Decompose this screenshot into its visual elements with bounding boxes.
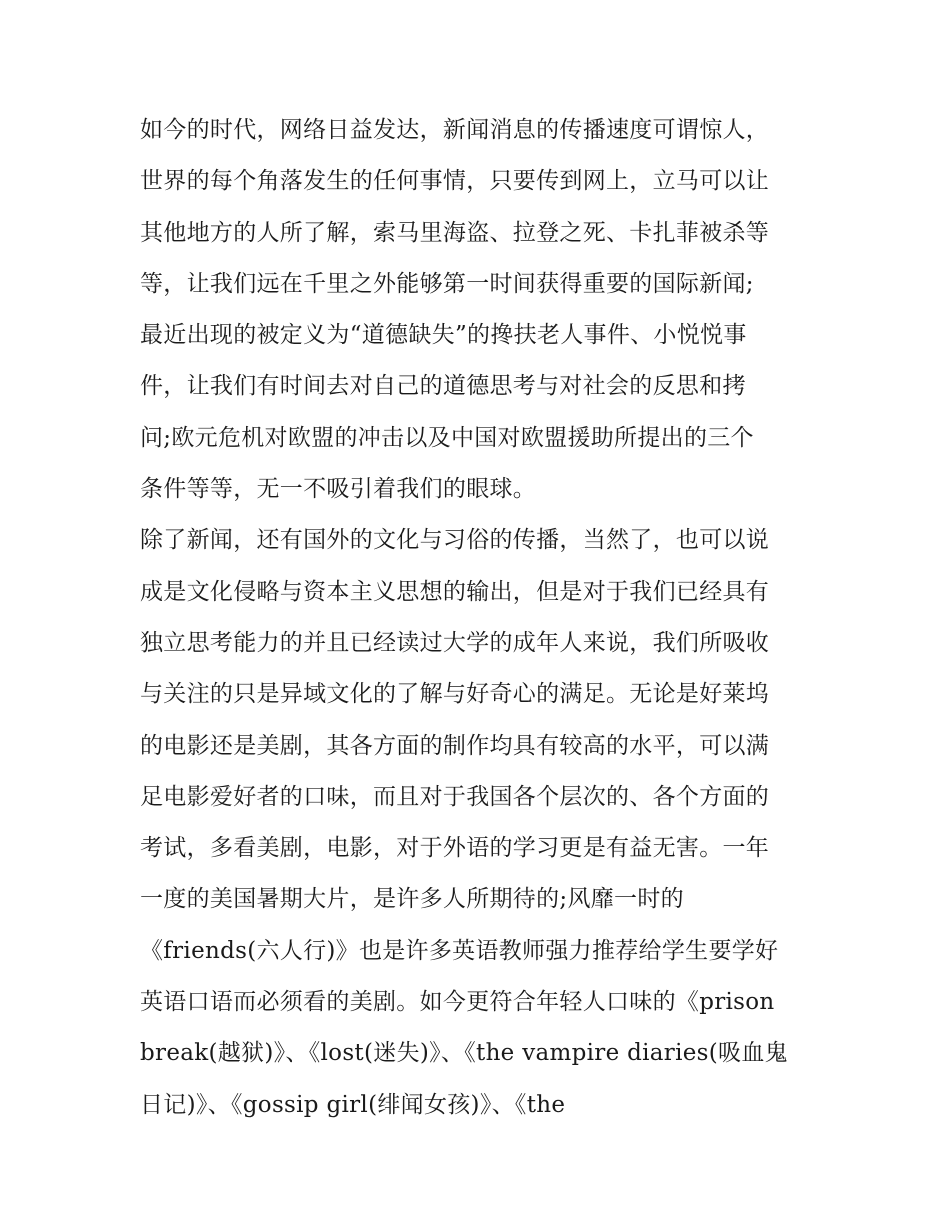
text-line: 除了新闻，还有国外的文化与习俗的传播，当然了，也可以说 (140, 527, 770, 554)
text-line: 英语口语而必须看的美剧。如今更符合年轻人口味的《prison (140, 989, 775, 1016)
text-line: 等，让我们远在千里之外能够第一时间获得重要的国际新闻; (140, 270, 754, 297)
text-line: 一度的美国暑期大片，是许多人所期待的;风靡一时的 (140, 886, 684, 913)
text-line: 件，让我们有时间去对自己的道德思考与对社会的反思和拷 (140, 373, 746, 400)
text-line: 与关注的只是异域文化的了解与好奇心的满足。无论是好莱坞 (140, 681, 770, 708)
text-line: 独立思考能力的并且已经读过大学的成年人来说，我们所吸收 (140, 629, 770, 656)
text-line: 如今的时代，网络日益发达，新闻消息的传播速度可谓惊人， (140, 117, 770, 143)
text-line: 足电影爱好者的口味，而且对于我国各个层次的、各个方面的 (140, 783, 770, 810)
text-line: 世界的每个角落发生的任何事情，只要传到网上，立马可以让 (140, 168, 770, 195)
text-line: 问;欧元危机对欧盟的冲击以及中国对欧盟援助所提出的三个 (140, 424, 754, 451)
text-line: 《friends(六人行)》也是许多英语教师强力推荐给学生要学好 (140, 937, 779, 964)
text-line: 最近出现的被定义为“道德缺失”的搀扶老人事件、小悦悦事 (140, 322, 747, 349)
text-line: 考试，多看美剧，电影，对于外语的学习更是有益无害。一年 (140, 835, 770, 862)
body-text (140, 105, 820, 1131)
text-line: 的电影还是美剧，其各方面的制作均具有较高的水平，可以满 (140, 732, 770, 759)
text-line: 日记)》、《gossip girl(绯闻女孩)》、《the (140, 1091, 566, 1118)
text-line: 成是文化侵略与资本主义思想的输出，但是对于我们已经具有 (140, 578, 770, 605)
text-line: 条件等等，无一不吸引着我们的眼球。 (140, 476, 537, 503)
text-line: 其他地方的人所了解，索马里海盗、拉登之死、卡扎菲被杀等 (140, 219, 770, 246)
text-line: break(越狱)》、《lost(迷失)》、《the vampire diaries(吸血鬼 (140, 1040, 788, 1067)
